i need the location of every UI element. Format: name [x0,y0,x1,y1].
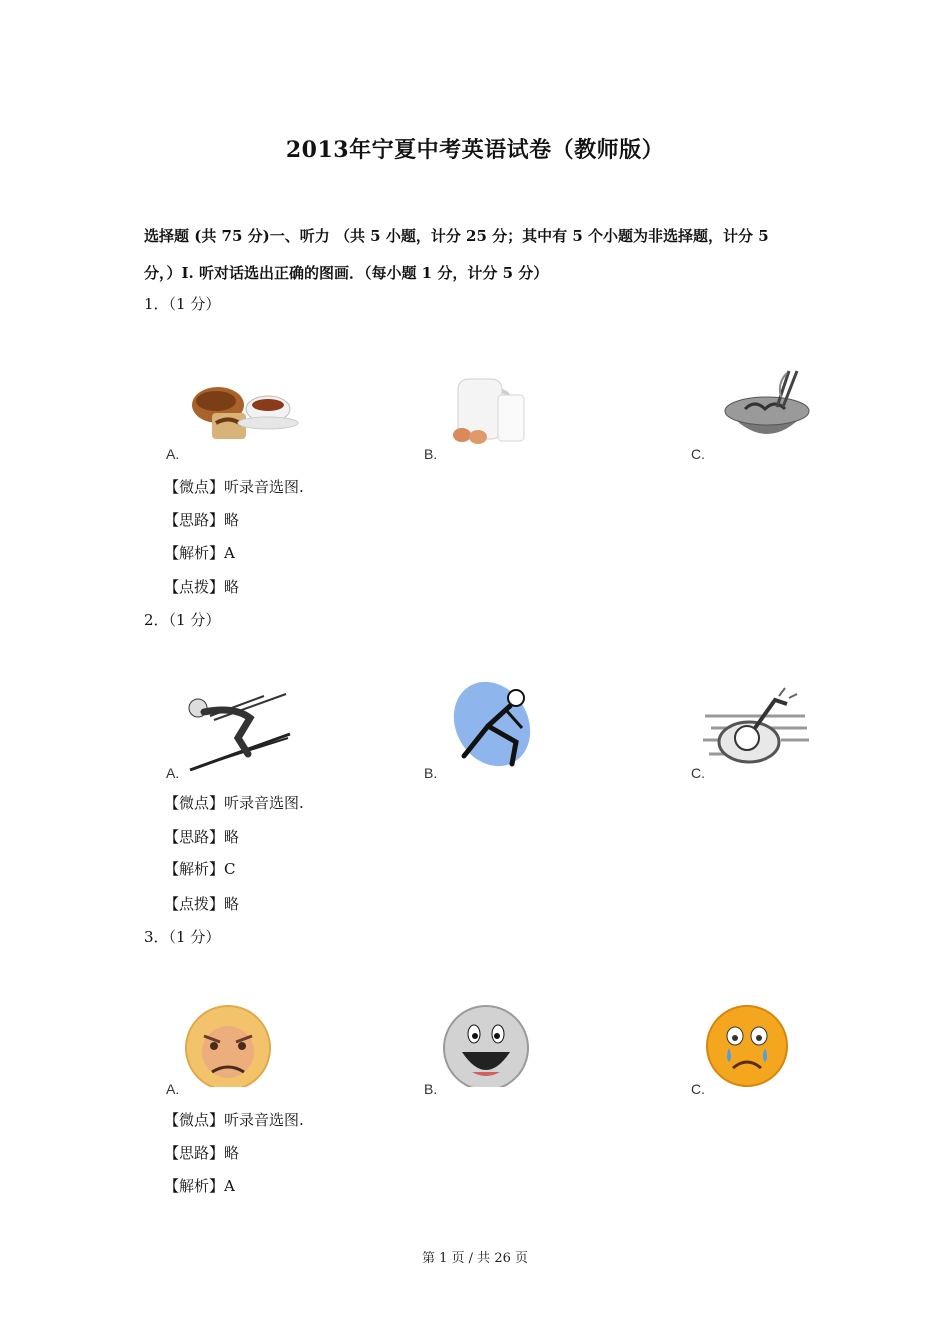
option-letter: C. [691,446,705,462]
question-1-note-answer: 【解析】A [164,544,235,562]
question-3-number: 3．（1 分） [144,928,221,946]
question-2-note-tip: 【点拨】略 [164,895,240,913]
option-3-c [685,992,835,1097]
option-letter: C. [691,1081,705,1097]
question-2-number: 2．（1 分） [144,611,221,629]
swimmer-icon [685,676,835,771]
question-3-note-idea: 【思路】略 [164,1144,240,1162]
option-2-c [685,676,835,781]
option-3-a [160,992,310,1097]
skier-icon [160,676,310,771]
option-2-a [160,676,310,781]
question-3-options [160,992,820,1097]
option-2-b [418,676,568,781]
option-1-b [418,357,568,462]
noodles-bowl-icon [685,357,835,452]
section-intro [144,218,804,292]
intro-line-1: 选择题 (共 75 分)一、听力 （共 5 小题，计分 25 分；其中有 5 个小题为非选择题，计分 5 [144,227,769,245]
skater-icon [418,676,568,771]
option-1-c [685,357,835,462]
question-2-options [160,676,820,781]
option-3-b [418,992,568,1097]
question-2-note-idea: 【思路】略 [164,828,240,846]
question-3-note-answer: 【解析】A [164,1177,235,1195]
question-3-note-point: 【微点】听录音选图. [164,1111,304,1129]
question-1-note-point: 【微点】听录音选图. [164,478,304,496]
page-footer: 第 1 页 / 共 26 页 [422,1251,528,1266]
question-1-options [160,357,820,462]
option-letter: A. [166,446,180,462]
option-letter: B. [424,765,438,781]
angry-face-icon [160,992,310,1087]
question-1-note-idea: 【思路】略 [164,511,240,529]
milk-eggs-icon [418,357,568,452]
option-letter: B. [424,446,438,462]
crying-face-icon [685,992,835,1087]
option-letter: B. [424,1081,438,1097]
intro-line-2: 分，）I. 听对话选出正确的图画．（每小题 1 分，计分 5 分） [144,264,549,282]
option-letter: A. [166,765,180,781]
document-title: 2013年宁夏中考英语试卷（教师版） [285,137,665,163]
bread-tea-icon [160,357,310,452]
happy-face-icon [418,992,568,1087]
question-2-note-answer: 【解析】C [164,860,236,878]
question-1-note-tip: 【点拨】略 [164,578,240,596]
question-1-number: 1．（1 分） [144,295,221,313]
option-letter: C. [691,765,705,781]
option-letter: A. [166,1081,180,1097]
option-1-a [160,357,310,462]
question-2-note-point: 【微点】听录音选图. [164,794,304,812]
